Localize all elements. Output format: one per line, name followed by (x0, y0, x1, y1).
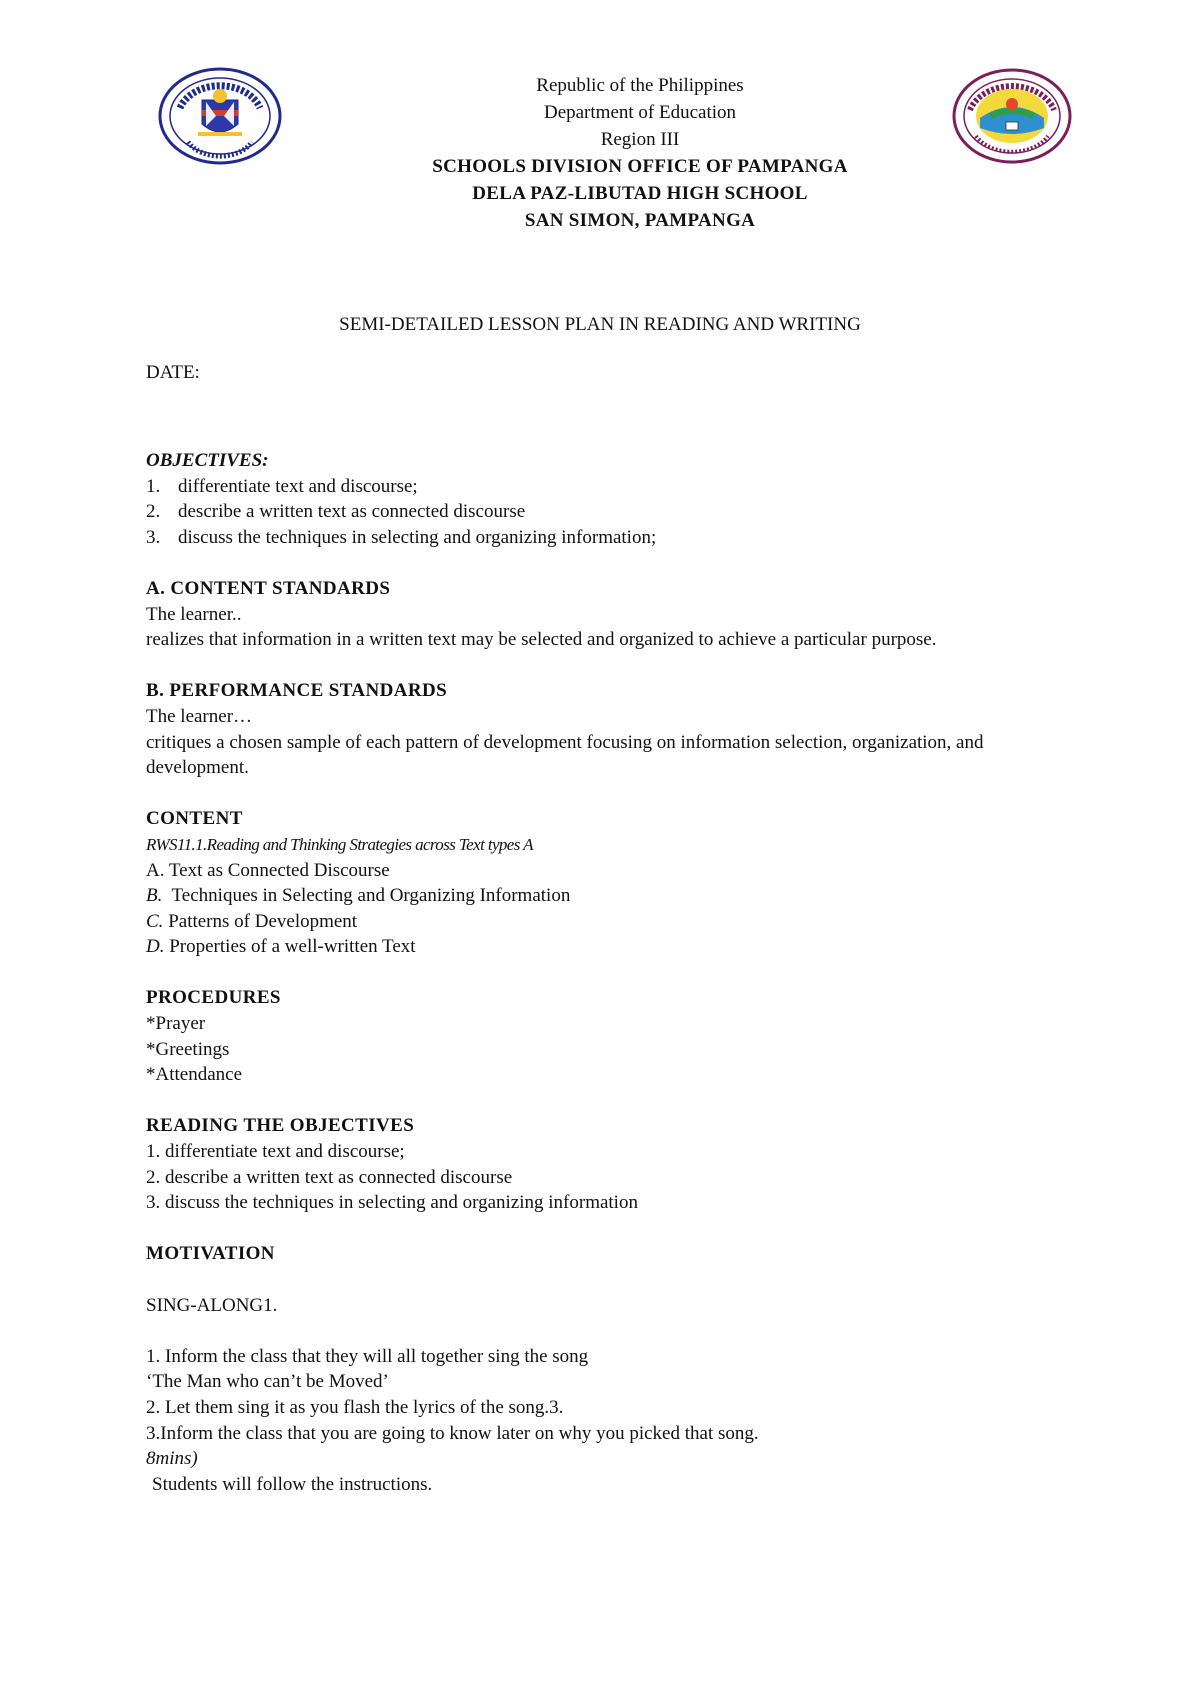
content-item: A. Text as Connected Discourse (146, 859, 390, 881)
letterhead-country: Republic of the Philippines (536, 75, 744, 96)
date-section (146, 360, 1026, 386)
content-standards-text: realizes that information in a written text may be selected and organized to achieve a particular purpose. (146, 629, 937, 651)
letterhead-location: SAN SIMON, PAMPANGA (524, 210, 756, 231)
motivation-response: Students will follow the instructions. (152, 1473, 433, 1495)
objective-item: 2. describe a written text as connected discourse (146, 501, 526, 523)
procedure-item: *Prayer (146, 1013, 206, 1035)
content-item: B. Techniques in Selecting and Organizing Information (146, 885, 571, 907)
content-item: D. Properties of a well-written Text (146, 936, 416, 958)
reading-objective-item: 1. differentiate text and discourse; (146, 1141, 405, 1163)
document-title: SEMI-DETAILED LESSON PLAN IN READING AND WRITING (339, 314, 861, 335)
content-standards-heading: A. CONTENT STANDARDS (146, 577, 391, 599)
content-code: RWS11.1.Reading and Thinking Strategies across Text types A (146, 834, 533, 854)
procedures-heading: PROCEDURES (146, 987, 281, 1009)
performance-standards-intro: The learner… (146, 705, 253, 727)
letterhead-division: SCHOOLS DIVISION OFFICE OF PAMPANGA (432, 156, 848, 177)
letterhead-region: Region III (600, 129, 680, 150)
content-heading: CONTENT (146, 808, 243, 830)
performance-standards-text: critiques a chosen sample of each pattern of development focusing on information selection, organization, and development. (146, 731, 984, 779)
letterhead (300, 72, 980, 234)
letterhead-school: DELA PAZ-LIBUTAD HIGH SCHOOL (472, 183, 808, 204)
objective-item: 1. differentiate text and discourse; (146, 475, 418, 497)
performance-standards-heading: B. PERFORMANCE STANDARDS (146, 680, 448, 702)
reading-objectives-heading: READING THE OBJECTIVES (146, 1115, 415, 1137)
deped-seal-icon (158, 66, 282, 166)
letterhead-department: Department of Education (543, 102, 737, 123)
procedure-item: *Greetings (146, 1038, 230, 1060)
date-label: DATE: (146, 362, 200, 383)
motivation-step: 2. Let them sing it as you flash the lyrics of the song.3. (146, 1396, 564, 1418)
content-item: C. Patterns of Development (146, 910, 358, 932)
motivation-activity: SING-ALONG1. (146, 1294, 278, 1316)
reading-objective-item: 2. describe a written text as connected discourse (146, 1166, 513, 1188)
motivation-heading: MOTIVATION (146, 1243, 275, 1265)
lesson-body (146, 448, 1026, 1497)
motivation-step: 1. Inform the class that they will all together sing the song (146, 1345, 589, 1367)
objective-item: 3. discuss the techniques in selecting and organizing information; (146, 526, 657, 548)
objectives-heading: OBJECTIVES: (146, 450, 269, 471)
motivation-step: 3.Inform the class that you are going to know later on why you picked that song. (146, 1422, 759, 1444)
motivation-step: ‘The Man who can’t be Moved’ (146, 1371, 389, 1393)
reading-objective-item: 3. discuss the techniques in selecting and organizing information (146, 1192, 638, 1214)
content-standards-intro: The learner.. (146, 603, 242, 625)
motivation-time: 8mins) (146, 1448, 198, 1470)
procedure-item: *Attendance (146, 1064, 243, 1086)
